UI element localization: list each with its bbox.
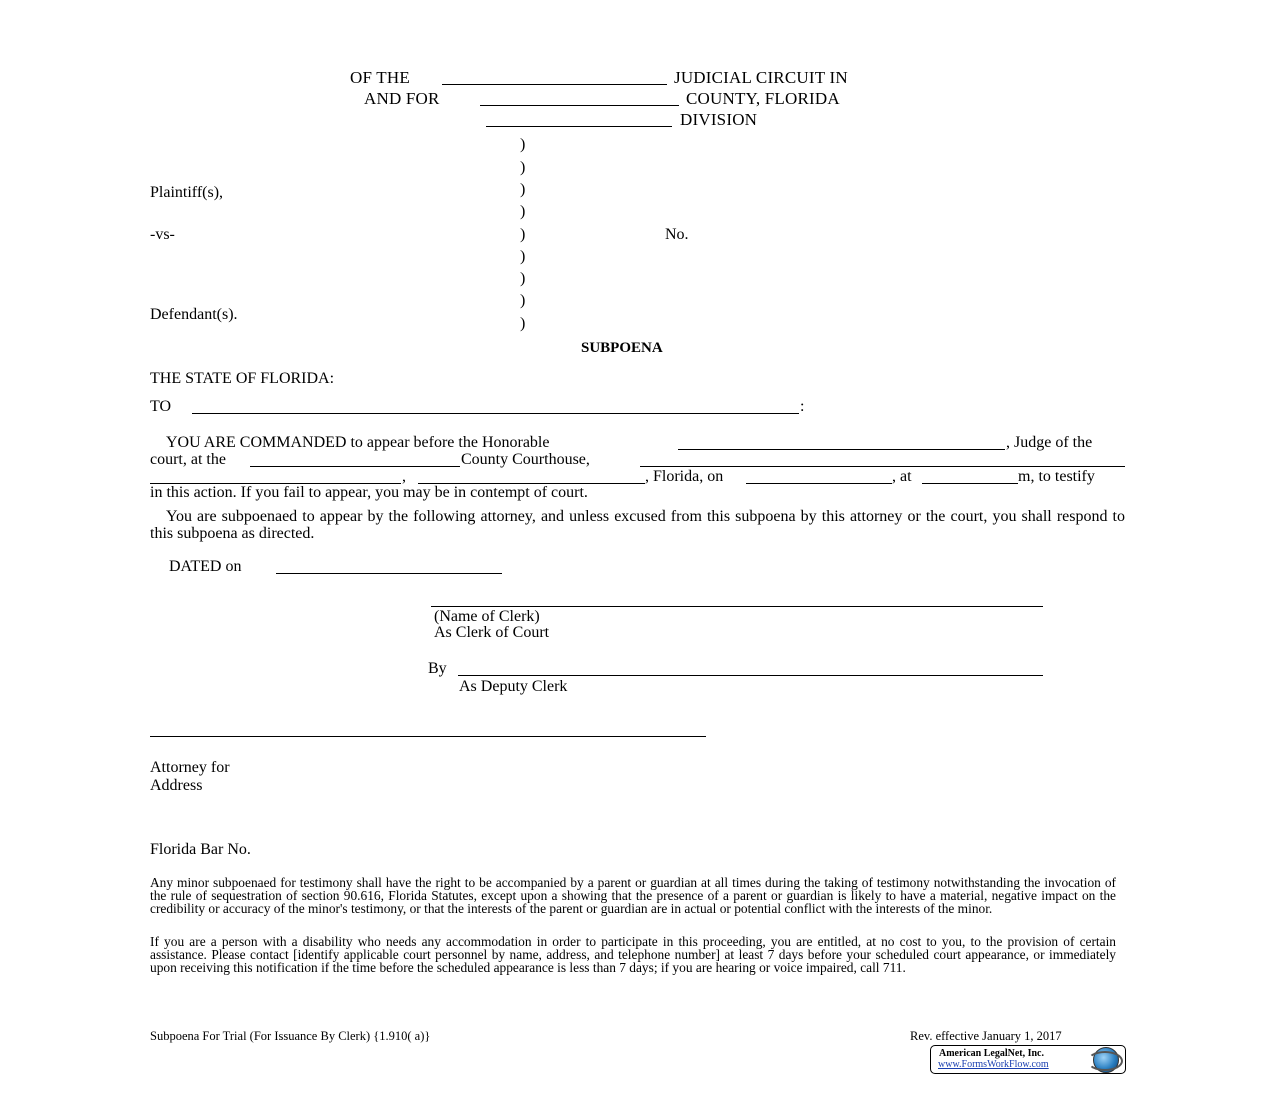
attorney-for: Attorney for <box>150 759 230 776</box>
contempt-warning: in this action. If you fail to appear, you may be in contempt of court. <box>150 484 588 501</box>
defendant-label: Defendant(s). <box>150 306 238 323</box>
caption-paren: ) <box>520 248 526 265</box>
revision-date: Rev. effective January 1, 2017 <box>910 1029 1062 1043</box>
time-blank[interactable] <box>922 483 1018 484</box>
county-courthouse: County Courthouse, <box>461 451 590 468</box>
subpoenaed-paragraph: You are subpoenaed to appear by the following attorney, and unless excused from this subpoena by this attorney or the court, you shall respond to this subpoena as directed. <box>150 508 1125 542</box>
commanded-intro: YOU ARE COMMANDED to appear before the Honorable <box>166 434 550 451</box>
to-colon: : <box>800 398 805 415</box>
attorney-signature-line[interactable] <box>150 736 706 737</box>
dated-blank[interactable] <box>276 573 502 574</box>
courthouse-address-blank[interactable] <box>640 466 1125 467</box>
at-label: , at <box>892 468 912 485</box>
judge-name-blank[interactable] <box>678 449 1005 450</box>
caption-paren: ) <box>520 270 526 287</box>
to-label: TO <box>150 398 172 415</box>
address-comma: , <box>402 468 406 485</box>
header-judicial-circuit: JUDICIAL CIRCUIT IN <box>674 68 848 87</box>
division-blank[interactable] <box>486 126 672 127</box>
state-of-florida: THE STATE OF FLORIDA: <box>150 370 335 387</box>
plaintiff-label: Plaintiff(s), <box>150 184 224 201</box>
court-at-the: court, at the <box>150 451 226 468</box>
by-label: By <box>428 660 447 677</box>
date-blank[interactable] <box>746 483 892 484</box>
as-clerk-of-court: As Clerk of Court <box>434 624 550 641</box>
caption-paren: ) <box>520 181 526 198</box>
circuit-blank[interactable] <box>442 84 667 85</box>
caption-paren: ) <box>520 226 526 243</box>
caption-paren: ) <box>520 159 526 176</box>
header-division: DIVISION <box>680 110 758 129</box>
globe-ring-icon <box>1087 1051 1123 1071</box>
clerk-name: (Name of Clerk) <box>434 608 540 625</box>
courthouse-county-blank[interactable] <box>250 466 460 467</box>
dated-label: DATED on <box>169 558 242 575</box>
florida-on: , Florida, on <box>645 468 724 485</box>
deputy-signature-line[interactable] <box>458 675 1043 676</box>
caption-paren: ) <box>520 203 526 220</box>
document-title: SUBPOENA <box>581 340 663 356</box>
as-deputy-clerk: As Deputy Clerk <box>459 678 568 695</box>
header-and-for: AND FOR <box>364 89 440 108</box>
logo-url[interactable]: www.FormsWorkFlow.com <box>938 1059 1049 1070</box>
case-no-label: No. <box>665 226 689 243</box>
caption-paren: ) <box>520 136 526 153</box>
clerk-signature-line[interactable] <box>431 606 1043 607</box>
vs-label: -vs- <box>150 226 175 243</box>
header-county-florida: COUNTY, FLORIDA <box>686 89 840 108</box>
to-testify: m, to testify <box>1018 468 1095 485</box>
judge-of-the: , Judge of the <box>1006 434 1093 451</box>
caption-paren: ) <box>520 315 526 332</box>
form-name: Subpoena For Trial (For Issuance By Clerk) {1.910( a)} <box>150 1029 431 1043</box>
county-blank[interactable] <box>480 105 679 106</box>
attorney-address: Address <box>150 777 203 794</box>
florida-bar-no: Florida Bar No. <box>150 841 251 858</box>
header-of-the: OF THE <box>350 68 410 87</box>
caption-paren: ) <box>520 292 526 309</box>
minor-notice: Any minor subpoenaed for testimony shall have the right to be accompanied by a parent or guardian at all times during the taking of testimony notwithstanding the invocation of the rule of sequestration of section 90.616, Florida Statutes, except upon a showing that the presence of a parent or guardian is likely to have a material, negative impact on the credibility or accuracy of the minor's testimony, or that the interests of the parent or guardian are in actual or potential conflict with the interests of the minor. <box>150 875 1116 916</box>
disability-notice: If you are a person with a disability who needs any accommodation in order to participate in this proceeding, you are entitled, at no cost to you, to the provision of certain assistance. Please contact [identify applicable court personnel by name, address, and telephone number] at least 7 days before your scheduled court appearance, or immediately upon receiving this notification if the time before the scheduled appearance is less than 7 days; if you are hearing or voice impaired, call 711. <box>150 934 1116 975</box>
logo-company: American LegalNet, Inc. <box>939 1048 1044 1059</box>
to-recipient-blank[interactable] <box>192 413 799 414</box>
legalnet-logo[interactable] <box>930 1045 1126 1074</box>
